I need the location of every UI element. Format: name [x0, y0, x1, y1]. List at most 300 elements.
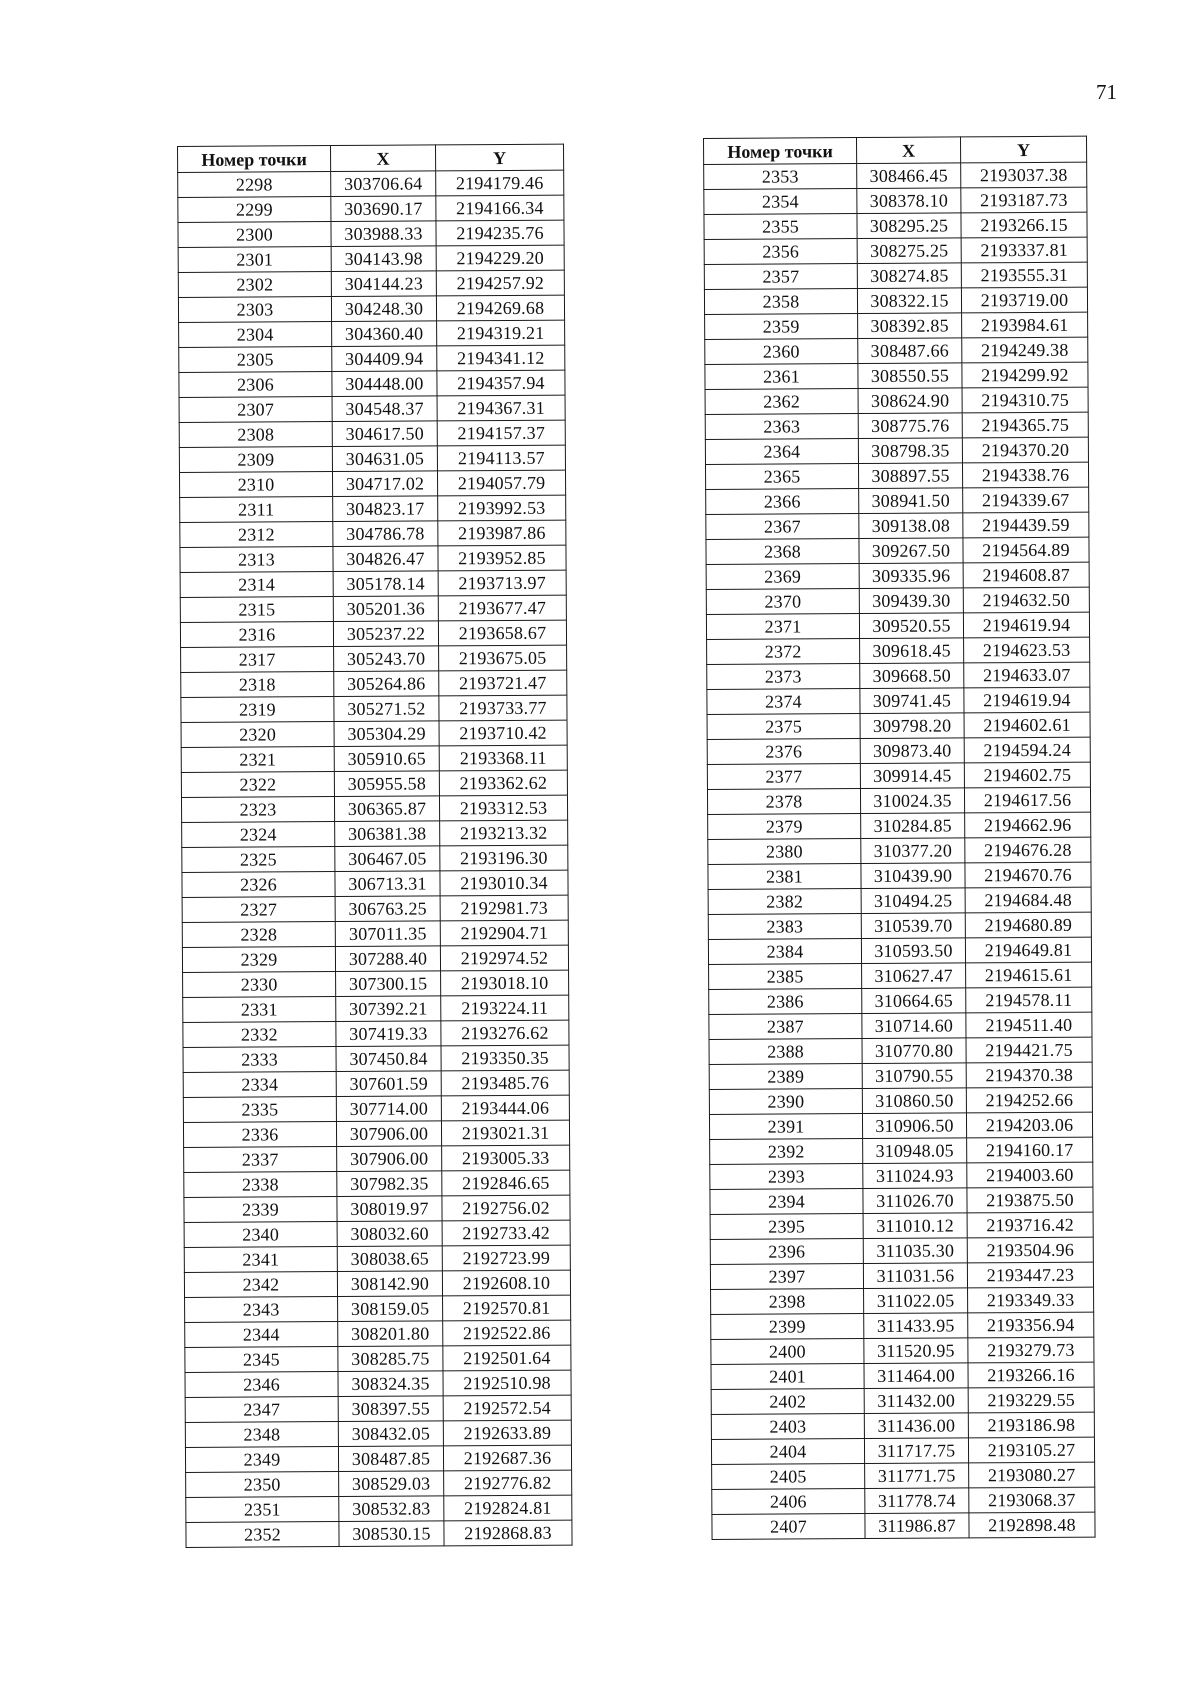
- table-row: [183, 995, 569, 1022]
- table-row: [708, 837, 1091, 864]
- table-row: [707, 762, 1090, 789]
- y-coordinate-cell: 2193021.31: [441, 1120, 569, 1146]
- table-row: [179, 345, 565, 372]
- y-coordinate-cell: 2193068.37: [969, 1487, 1095, 1513]
- y-coordinate-cell: 2193186.98: [968, 1412, 1094, 1438]
- x-coordinate-cell: 308624.90: [858, 388, 962, 414]
- table-row: [178, 195, 564, 222]
- y-coordinate-cell: 2194113.57: [437, 445, 565, 471]
- point-number-cell: 2363: [705, 414, 858, 440]
- point-number-cell: 2348: [185, 1422, 338, 1448]
- x-coordinate-cell: 305243.70: [334, 646, 439, 672]
- y-coordinate-cell: 2193362.62: [439, 770, 567, 796]
- x-coordinate-cell: 307906.00: [337, 1146, 442, 1172]
- y-coordinate-cell: 2194602.75: [964, 762, 1090, 788]
- point-number-cell: 2351: [186, 1497, 339, 1523]
- point-number-cell: 2311: [180, 497, 333, 523]
- x-coordinate-cell: 308142.90: [337, 1271, 442, 1297]
- table-row: [179, 370, 565, 397]
- point-number-cell: 2362: [705, 389, 858, 415]
- table-row: [180, 495, 566, 522]
- y-coordinate-cell: 2192981.73: [440, 895, 568, 921]
- x-coordinate-cell: 311031.56: [863, 1263, 967, 1289]
- x-coordinate-cell: 308397.55: [338, 1396, 443, 1422]
- table-row: [185, 1345, 571, 1372]
- table-row: [180, 620, 566, 647]
- x-coordinate-cell: 304409.94: [332, 346, 437, 372]
- table-row: [185, 1320, 571, 1347]
- y-coordinate-cell: 2194341.12: [437, 345, 565, 371]
- y-coordinate-cell: 2193875.50: [967, 1187, 1093, 1213]
- column-header-x: X: [331, 145, 436, 172]
- point-number-cell: 2403: [711, 1414, 864, 1440]
- point-number-cell: 2350: [186, 1472, 339, 1498]
- point-number-cell: 2367: [706, 514, 859, 540]
- point-number-cell: 2305: [179, 347, 332, 373]
- x-coordinate-cell: 304248.30: [331, 296, 436, 322]
- x-coordinate-cell: 310494.25: [861, 888, 965, 914]
- point-number-cell: 2357: [704, 264, 857, 290]
- table-row: [179, 320, 565, 347]
- table-row: [711, 1337, 1094, 1364]
- table-row: [182, 845, 568, 872]
- y-coordinate-cell: 2193349.33: [968, 1287, 1094, 1313]
- x-coordinate-cell: 309335.96: [859, 563, 963, 589]
- y-coordinate-cell: 2194203.06: [966, 1112, 1092, 1138]
- x-coordinate-cell: 310664.65: [862, 988, 966, 1014]
- y-coordinate-cell: 2193719.00: [961, 287, 1087, 313]
- y-coordinate-cell: 2194594.24: [964, 737, 1090, 763]
- x-coordinate-cell: 305178.14: [333, 571, 438, 597]
- y-coordinate-cell: 2194235.76: [436, 220, 564, 246]
- point-number-cell: 2303: [178, 297, 331, 323]
- y-coordinate-cell: 2192510.98: [443, 1370, 571, 1396]
- point-number-cell: 2405: [712, 1464, 865, 1490]
- table-row: [184, 1245, 570, 1272]
- point-number-cell: 2401: [711, 1364, 864, 1390]
- point-number-cell: 2379: [708, 814, 861, 840]
- point-number-cell: 2365: [705, 464, 858, 490]
- coordinates-table-left: [177, 144, 573, 1548]
- table-row: [186, 1470, 572, 1497]
- x-coordinate-cell: 310790.55: [862, 1063, 966, 1089]
- y-coordinate-cell: 2194632.50: [963, 587, 1089, 613]
- y-coordinate-cell: 2193224.11: [441, 995, 569, 1021]
- y-coordinate-cell: 2193555.31: [961, 262, 1087, 288]
- x-coordinate-cell: 307392.21: [336, 996, 441, 1022]
- y-coordinate-cell: 2194310.75: [962, 387, 1088, 413]
- y-coordinate-cell: 2194338.76: [962, 462, 1088, 488]
- point-number-cell: 2335: [183, 1097, 336, 1123]
- y-coordinate-cell: 2194166.34: [436, 195, 564, 221]
- table-row: [707, 787, 1090, 814]
- y-coordinate-cell: 2194269.68: [436, 295, 564, 321]
- table-row: [186, 1495, 572, 1522]
- table-row: [706, 512, 1089, 539]
- x-coordinate-cell: 304448.00: [332, 371, 437, 397]
- table-row: [185, 1370, 571, 1397]
- point-number-cell: 2312: [180, 522, 333, 548]
- x-coordinate-cell: 309520.55: [859, 613, 963, 639]
- x-coordinate-cell: 307419.33: [336, 1021, 441, 1047]
- y-coordinate-cell: 2193213.32: [440, 820, 568, 846]
- point-number-cell: 2390: [709, 1089, 862, 1115]
- point-number-cell: 2353: [704, 164, 857, 190]
- x-coordinate-cell: 304786.78: [333, 521, 438, 547]
- point-number-cell: 2329: [182, 947, 335, 973]
- table-body: [178, 170, 572, 1547]
- x-coordinate-cell: 308897.55: [858, 463, 962, 489]
- x-coordinate-cell: 308798.35: [858, 438, 962, 464]
- point-number-cell: 2344: [185, 1322, 338, 1348]
- point-number-cell: 2326: [182, 872, 335, 898]
- x-coordinate-cell: 309741.45: [860, 688, 964, 714]
- x-coordinate-cell: 310284.85: [861, 813, 965, 839]
- x-coordinate-cell: 310627.47: [862, 963, 966, 989]
- y-coordinate-cell: 2194684.48: [965, 887, 1091, 913]
- point-number-cell: 2328: [182, 922, 335, 948]
- point-number-cell: 2332: [183, 1022, 336, 1048]
- x-coordinate-cell: 311010.12: [863, 1213, 967, 1239]
- point-number-cell: 2349: [185, 1447, 338, 1473]
- point-number-cell: 2317: [181, 647, 334, 673]
- x-coordinate-cell: 311024.93: [863, 1163, 967, 1189]
- table-row: [711, 1412, 1094, 1439]
- table-row: [179, 470, 565, 497]
- table-row: [706, 612, 1089, 639]
- x-coordinate-cell: 305955.58: [334, 771, 439, 797]
- x-coordinate-cell: 310948.05: [863, 1138, 967, 1164]
- point-number-cell: 2339: [184, 1197, 337, 1223]
- point-number-cell: 2393: [710, 1164, 863, 1190]
- page-number: 71: [1096, 80, 1117, 104]
- table-row: [712, 1512, 1095, 1539]
- y-coordinate-cell: 2194680.89: [965, 912, 1091, 938]
- y-coordinate-cell: 2193196.30: [440, 845, 568, 871]
- table-row: [180, 545, 566, 572]
- point-number-cell: 2378: [707, 789, 860, 815]
- y-coordinate-cell: 2194615.61: [966, 962, 1092, 988]
- y-coordinate-cell: 2194357.94: [437, 370, 565, 396]
- x-coordinate-cell: 304143.98: [331, 246, 436, 272]
- x-coordinate-cell: 308941.50: [859, 488, 963, 514]
- table-row: [181, 770, 567, 797]
- x-coordinate-cell: 307300.15: [336, 971, 441, 997]
- table-header-row: [704, 136, 1087, 164]
- y-coordinate-cell: 2193504.96: [967, 1237, 1093, 1263]
- table-row: [182, 895, 568, 922]
- y-coordinate-cell: 2193350.35: [441, 1045, 569, 1071]
- x-coordinate-cell: 308487.85: [338, 1446, 443, 1472]
- point-number-cell: 2324: [182, 822, 335, 848]
- x-coordinate-cell: 311520.95: [864, 1338, 968, 1364]
- x-coordinate-cell: 308275.25: [857, 238, 961, 264]
- y-coordinate-cell: 2192501.64: [443, 1345, 571, 1371]
- point-number-cell: 2352: [186, 1522, 339, 1548]
- x-coordinate-cell: 308466.45: [857, 163, 961, 189]
- point-number-cell: 2400: [711, 1339, 864, 1365]
- y-coordinate-cell: 2194157.37: [437, 420, 565, 446]
- table-row: [711, 1362, 1094, 1389]
- table-row: [707, 662, 1090, 689]
- point-number-cell: 2314: [180, 572, 333, 598]
- table-row: [182, 820, 568, 847]
- y-coordinate-cell: 2193368.11: [439, 745, 567, 771]
- table-row: [708, 912, 1091, 939]
- table-row: [183, 1120, 569, 1147]
- point-number-cell: 2382: [708, 889, 861, 915]
- table-row: [711, 1287, 1094, 1314]
- y-coordinate-cell: 2194249.38: [962, 337, 1088, 363]
- point-number-cell: 2383: [708, 914, 861, 940]
- point-number-cell: 2384: [708, 939, 861, 965]
- x-coordinate-cell: 309668.50: [860, 663, 964, 689]
- point-number-cell: 2360: [705, 339, 858, 365]
- x-coordinate-cell: 310377.20: [861, 838, 965, 864]
- table-row: [183, 1045, 569, 1072]
- x-coordinate-cell: 308529.03: [339, 1471, 444, 1497]
- point-number-cell: 2356: [704, 239, 857, 265]
- table-row: [710, 1262, 1093, 1289]
- x-coordinate-cell: 305910.65: [334, 746, 439, 772]
- table-row: [712, 1462, 1095, 1489]
- x-coordinate-cell: 308550.55: [858, 363, 962, 389]
- x-coordinate-cell: 303988.33: [331, 221, 436, 247]
- point-number-cell: 2396: [710, 1239, 863, 1265]
- y-coordinate-cell: 2194619.94: [963, 612, 1089, 638]
- x-coordinate-cell: 308487.66: [858, 338, 962, 364]
- point-number-cell: 2371: [706, 614, 859, 640]
- table-row: [704, 212, 1087, 239]
- x-coordinate-cell: 304717.02: [332, 471, 437, 497]
- point-number-cell: 2364: [705, 439, 858, 465]
- point-number-cell: 2369: [706, 564, 859, 590]
- table-row: [705, 362, 1088, 389]
- table-row: [708, 887, 1091, 914]
- table-row: [178, 220, 564, 247]
- table-row: [182, 870, 568, 897]
- table-row: [706, 537, 1089, 564]
- point-number-cell: 2327: [182, 897, 335, 923]
- y-coordinate-cell: 2193080.27: [969, 1462, 1095, 1488]
- x-coordinate-cell: 311771.75: [865, 1463, 969, 1489]
- table-row: [711, 1312, 1094, 1339]
- y-coordinate-cell: 2192570.81: [443, 1295, 571, 1321]
- table-row: [185, 1295, 571, 1322]
- x-coordinate-cell: 304360.40: [332, 321, 437, 347]
- x-coordinate-cell: 307288.40: [335, 946, 440, 972]
- table-row: [183, 1070, 569, 1097]
- point-number-cell: 2325: [182, 847, 335, 873]
- point-number-cell: 2391: [709, 1114, 862, 1140]
- x-coordinate-cell: 311026.70: [863, 1188, 967, 1214]
- y-coordinate-cell: 2192723.99: [442, 1245, 570, 1271]
- point-number-cell: 2406: [712, 1489, 865, 1515]
- table-row: [705, 387, 1088, 414]
- table-row: [708, 812, 1091, 839]
- y-coordinate-cell: 2194370.38: [966, 1062, 1092, 1088]
- y-coordinate-cell: 2193187.73: [961, 187, 1087, 213]
- x-coordinate-cell: 311986.87: [865, 1513, 969, 1539]
- x-coordinate-cell: 304617.50: [332, 421, 437, 447]
- point-number-cell: 2386: [709, 989, 862, 1015]
- table-row: [704, 262, 1087, 289]
- table-row: [178, 245, 564, 272]
- y-coordinate-cell: 2192904.71: [440, 920, 568, 946]
- point-number-cell: 2321: [181, 747, 334, 773]
- y-coordinate-cell: 2193266.16: [968, 1362, 1094, 1388]
- point-number-cell: 2304: [179, 322, 332, 348]
- table-row: [178, 295, 564, 322]
- y-coordinate-cell: 2192572.54: [443, 1395, 571, 1421]
- x-coordinate-cell: 303690.17: [331, 196, 436, 222]
- y-coordinate-cell: 2193710.42: [439, 720, 567, 746]
- point-number-cell: 2361: [705, 364, 858, 390]
- y-coordinate-cell: 2194608.87: [963, 562, 1089, 588]
- y-coordinate-cell: 2194564.89: [963, 537, 1089, 563]
- point-number-cell: 2341: [184, 1247, 337, 1273]
- y-coordinate-cell: 2192846.65: [442, 1170, 570, 1196]
- table-row: [183, 1020, 569, 1047]
- point-number-cell: 2302: [178, 272, 331, 298]
- table-body: [704, 162, 1095, 1539]
- point-number-cell: 2319: [181, 697, 334, 723]
- point-number-cell: 2374: [707, 689, 860, 715]
- point-number-cell: 2323: [181, 797, 334, 823]
- x-coordinate-cell: 304144.23: [331, 271, 436, 297]
- y-coordinate-cell: 2194319.21: [437, 320, 565, 346]
- y-coordinate-cell: 2194676.28: [965, 837, 1091, 863]
- x-coordinate-cell: 310539.70: [861, 913, 965, 939]
- table-row: [710, 1187, 1093, 1214]
- table-row: [707, 637, 1090, 664]
- y-coordinate-cell: 2193312.53: [439, 795, 567, 821]
- table-row: [704, 287, 1087, 314]
- x-coordinate-cell: 309798.20: [860, 713, 964, 739]
- x-coordinate-cell: 308201.80: [338, 1321, 443, 1347]
- point-number-cell: 2299: [178, 197, 331, 223]
- x-coordinate-cell: 307601.59: [336, 1071, 441, 1097]
- point-number-cell: 2397: [710, 1264, 863, 1290]
- point-number-cell: 2343: [185, 1297, 338, 1323]
- y-coordinate-cell: 2194623.53: [964, 637, 1090, 663]
- table-row: [180, 570, 566, 597]
- table-row: [178, 170, 564, 197]
- point-number-cell: 2380: [708, 839, 861, 865]
- point-number-cell: 2387: [709, 1014, 862, 1040]
- table-row: [710, 1137, 1093, 1164]
- table-row: [182, 945, 568, 972]
- y-coordinate-cell: 2194370.20: [962, 437, 1088, 463]
- y-coordinate-cell: 2193229.55: [968, 1387, 1094, 1413]
- table-row: [709, 1112, 1092, 1139]
- y-coordinate-cell: 2194057.79: [437, 470, 565, 496]
- x-coordinate-cell: 308530.15: [339, 1521, 444, 1547]
- y-coordinate-cell: 2194421.75: [966, 1037, 1092, 1063]
- table-row: [704, 237, 1087, 264]
- x-coordinate-cell: 306381.38: [335, 821, 440, 847]
- point-number-cell: 2315: [180, 597, 333, 623]
- table-row: [709, 1087, 1092, 1114]
- x-coordinate-cell: 311035.30: [863, 1238, 967, 1264]
- y-coordinate-cell: 2192868.83: [444, 1520, 572, 1546]
- x-coordinate-cell: 310860.50: [862, 1088, 966, 1114]
- x-coordinate-cell: 309439.30: [859, 588, 963, 614]
- table-row: [180, 595, 566, 622]
- y-coordinate-cell: 2193018.10: [441, 970, 569, 996]
- point-number-cell: 2340: [184, 1222, 337, 1248]
- table-row: [183, 970, 569, 997]
- point-number-cell: 2347: [185, 1397, 338, 1423]
- x-coordinate-cell: 305271.52: [334, 696, 439, 722]
- x-coordinate-cell: 310770.80: [862, 1038, 966, 1064]
- y-coordinate-cell: 2194619.94: [964, 687, 1090, 713]
- column-header-point-number: Номер точки: [178, 146, 331, 173]
- x-coordinate-cell: 308159.05: [338, 1296, 443, 1322]
- table-row: [186, 1520, 572, 1547]
- y-coordinate-cell: 2194257.92: [436, 270, 564, 296]
- point-number-cell: 2298: [178, 172, 331, 198]
- x-coordinate-cell: 310024.35: [860, 788, 964, 814]
- table-row: [710, 1237, 1093, 1264]
- table-row: [181, 695, 567, 722]
- y-coordinate-cell: 2192633.89: [443, 1420, 571, 1446]
- point-number-cell: 2377: [707, 764, 860, 790]
- y-coordinate-cell: 2194365.75: [962, 412, 1088, 438]
- point-number-cell: 2330: [183, 972, 336, 998]
- x-coordinate-cell: 307906.00: [336, 1121, 441, 1147]
- x-coordinate-cell: 311433.95: [864, 1313, 968, 1339]
- x-coordinate-cell: 303706.64: [331, 171, 436, 197]
- x-coordinate-cell: 307450.84: [336, 1046, 441, 1072]
- point-number-cell: 2368: [706, 539, 859, 565]
- x-coordinate-cell: 311436.00: [864, 1413, 968, 1439]
- y-coordinate-cell: 2193105.27: [968, 1437, 1094, 1463]
- y-coordinate-cell: 2193337.81: [961, 237, 1087, 263]
- x-coordinate-cell: 308775.76: [858, 413, 962, 439]
- point-number-cell: 2300: [178, 222, 331, 248]
- table-row: [709, 987, 1092, 1014]
- y-coordinate-cell: 2193356.94: [968, 1312, 1094, 1338]
- table-row: [705, 462, 1088, 489]
- point-number-cell: 2306: [179, 372, 332, 398]
- x-coordinate-cell: 306713.31: [335, 871, 440, 897]
- x-coordinate-cell: 310714.60: [862, 1013, 966, 1039]
- y-coordinate-cell: 2194511.40: [966, 1012, 1092, 1038]
- point-number-cell: 2388: [709, 1039, 862, 1065]
- x-coordinate-cell: 308019.97: [337, 1196, 442, 1222]
- x-coordinate-cell: 305304.29: [334, 721, 439, 747]
- x-coordinate-cell: 308378.10: [857, 188, 961, 214]
- y-coordinate-cell: 2192756.02: [442, 1195, 570, 1221]
- y-coordinate-cell: 2194160.17: [967, 1137, 1093, 1163]
- table-row: [181, 670, 567, 697]
- y-coordinate-cell: 2194617.56: [964, 787, 1090, 813]
- point-number-cell: 2376: [707, 739, 860, 765]
- y-coordinate-cell: 2193675.05: [439, 645, 567, 671]
- point-number-cell: 2402: [711, 1389, 864, 1415]
- y-coordinate-cell: 2194339.67: [963, 487, 1089, 513]
- table-row: [180, 520, 566, 547]
- x-coordinate-cell: 308432.05: [338, 1421, 443, 1447]
- x-coordinate-cell: 308324.35: [338, 1371, 443, 1397]
- y-coordinate-cell: 2194602.61: [964, 712, 1090, 738]
- y-coordinate-cell: 2193733.77: [439, 695, 567, 721]
- y-coordinate-cell: 2192687.36: [443, 1445, 571, 1471]
- table-row: [708, 937, 1091, 964]
- x-coordinate-cell: 309914.45: [860, 763, 964, 789]
- table-row: [705, 437, 1088, 464]
